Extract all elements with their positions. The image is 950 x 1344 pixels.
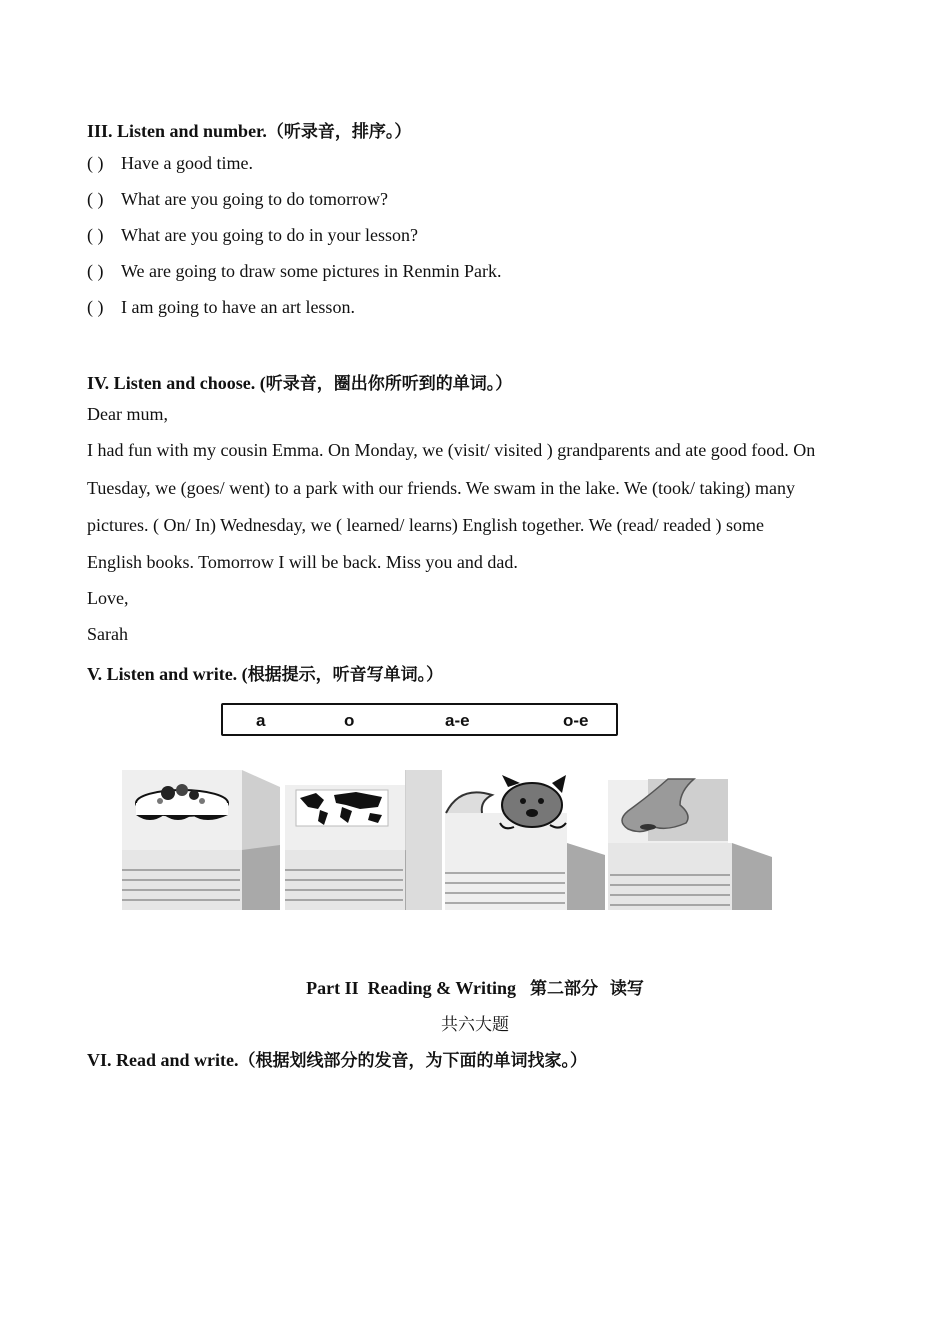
letter-line: I had fun with my cousin Emma. On Monday, we (visit/ visited ) grandparents and ate good food. On — [87, 440, 816, 460]
letter-line: English books. Tomorrow I will be back. Miss you and dad. — [87, 552, 518, 572]
map-icon — [296, 790, 388, 826]
section4-title-en: IV. Listen and choose. ( — [87, 373, 266, 393]
answer-blank[interactable]: ( ) — [87, 153, 104, 173]
phonics-key: a-e — [445, 711, 470, 730]
answer-blank[interactable]: ( ) — [87, 297, 104, 317]
section3-title — [87, 117, 411, 142]
list-item — [87, 153, 253, 174]
part2-title-cn: 第二部分 读写 — [530, 979, 644, 999]
list-item-text: What are you going to do in your lesson? — [121, 225, 418, 245]
phonics-key-box — [221, 703, 618, 736]
phonics-key: a — [256, 711, 266, 730]
list-item — [87, 261, 501, 282]
section3-title-en: III. Listen and number. — [87, 121, 267, 141]
section6-title — [87, 1046, 587, 1071]
list-item-text: What are you going to do tomorrow? — [121, 189, 388, 209]
answer-blank[interactable]: ( ) — [87, 225, 104, 245]
letter-greeting: Dear mum, — [87, 404, 168, 424]
section4-title — [87, 369, 512, 394]
letter-line: Tuesday, we (goes/ went) to a park with our friends. We swam in the lake. We (took/ taking) many — [87, 478, 795, 498]
list-item — [87, 225, 418, 246]
letter-closing: Love, — [87, 588, 129, 608]
section6-title-cn: （根据划线部分的发音，为下面的单词找家。） — [238, 1051, 587, 1071]
answer-blank[interactable]: ( ) — [87, 261, 104, 281]
section3-title-cn: （听录音，排序。） — [266, 122, 412, 142]
letter-signature: Sarah — [87, 624, 128, 644]
word-card — [608, 779, 772, 910]
letter-line: pictures. ( On/ In) Wednesday, we ( learned/ learns) English together. We (read/ readed ) some — [87, 515, 765, 535]
list-item — [87, 297, 355, 318]
word-card — [406, 770, 605, 910]
phonics-key: o — [344, 711, 355, 730]
list-item-text: We are going to draw some pictures in Renmin Park. — [121, 261, 502, 281]
word-card — [122, 770, 280, 910]
section5-title-en: V. Listen and write. ( — [87, 664, 248, 684]
list-item — [87, 189, 388, 210]
answer-blank[interactable]: ( ) — [87, 189, 104, 209]
section6-title-en: VI. Read and write. — [87, 1050, 239, 1070]
part2-title-en: Part II Reading & Writing — [306, 978, 516, 998]
phonics-key: o-e — [563, 711, 589, 730]
part2-title — [0, 974, 950, 999]
word-cards — [120, 765, 776, 915]
section5-title-cn: 根据提示，听音写单词。） — [247, 665, 444, 685]
part2-subtitle: 共六大题 — [441, 1015, 509, 1035]
list-item-text: I am going to have an art lesson. — [121, 297, 355, 317]
list-item-text: Have a good time. — [121, 153, 253, 173]
section4-title-cn: 听录音，圈出你所听到的单词。） — [265, 374, 513, 394]
section5-title — [87, 660, 443, 685]
